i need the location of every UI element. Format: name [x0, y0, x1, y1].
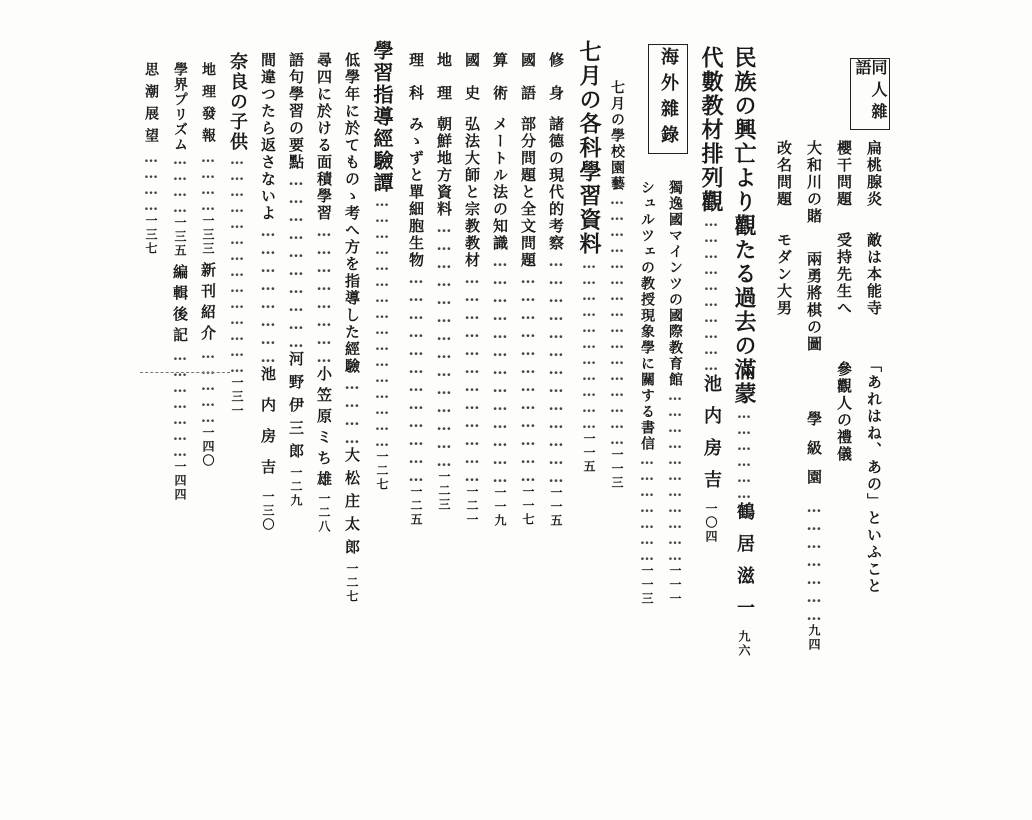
gakushu-heading: 學習指導經驗譚…………………………………………一二七 — [370, 40, 394, 492]
misc-row-2: 學界プリズム…………一三五編輯後記…………………一四四 — [171, 62, 189, 502]
kaigai-title: 海外雜錄 — [658, 47, 679, 151]
misc-row-1: 地理發報…………一三三新刊紹介……………一四〇 — [199, 62, 217, 468]
kakuka-item: 修身諸德の現代的考察…………………………………一一五 — [547, 52, 565, 528]
gakushu-item: 間違つたら返さないよ……………………池内房吉一三〇 — [259, 52, 277, 532]
kakuka-heading: 七月の各科學習資料……………………………一一五 — [576, 40, 602, 474]
section-divider — [140, 372, 230, 373]
article-2: 代數教材排列觀…………………………池内房吉一〇四 — [698, 46, 724, 544]
group-box-dojin — [850, 58, 890, 130]
kaigai-item-1: 獨逸國マインツの國際教育館……………………………一一一 — [667, 180, 683, 606]
misc-row-3: 思潮展望…………一三七 — [143, 62, 159, 256]
kaigai-item-2: シュルツェの教授現象學に關する書信…………………一一三 — [639, 180, 655, 606]
kaigai-box — [648, 44, 688, 154]
nara-heading: 奈良の子供……………………………………一三一 — [227, 52, 248, 418]
dojin-row-3: 大和川の賭兩勇將棋の圖學級園…………………九四 — [805, 140, 823, 652]
dojin-row-1: 扁桃腺炎敵は本能寺「あれはね、あの」といふこと — [865, 140, 883, 595]
kakuka-item: 國史弘法大師と宗教教材………………………………一二一 — [463, 52, 481, 527]
kakuka-item: 理科みゝずと單細胞生物………………………………一二五 — [407, 52, 425, 527]
gakushu-item: 尋四に於ける面積學習……………………小笠原ミち雄一二八 — [315, 52, 333, 534]
gakushu-item: 低學年に於てものゝ考へ方を指導した經驗…………大松庄太郎一二七 — [343, 52, 361, 604]
dojin-row-2: 櫻干問題受持先生へ參觀人の禮儀 — [835, 140, 853, 463]
kakuka-sub: 七月の學校園藝…………………………………………一一三 — [609, 80, 625, 490]
kakuka-item: 地理朝鮮地方資料……………………………………一二三 — [435, 52, 453, 512]
kakuka-item: 國語部分問題と全文問題………………………………一一七 — [519, 52, 537, 527]
dojin-row-4: 改名問題モダン大男 — [775, 140, 793, 317]
gakushu-item: 語句學習の要點…………………………河野伊三郎一二九 — [287, 52, 305, 508]
group-box-title: 同人雜語 — [853, 59, 888, 125]
article-1: 民族の興亡より觀たる過去の滿蒙………………鶴居滋一九六 — [731, 46, 757, 658]
kakuka-item: 算術メートル法の知識…………………………………一一九 — [491, 52, 509, 528]
